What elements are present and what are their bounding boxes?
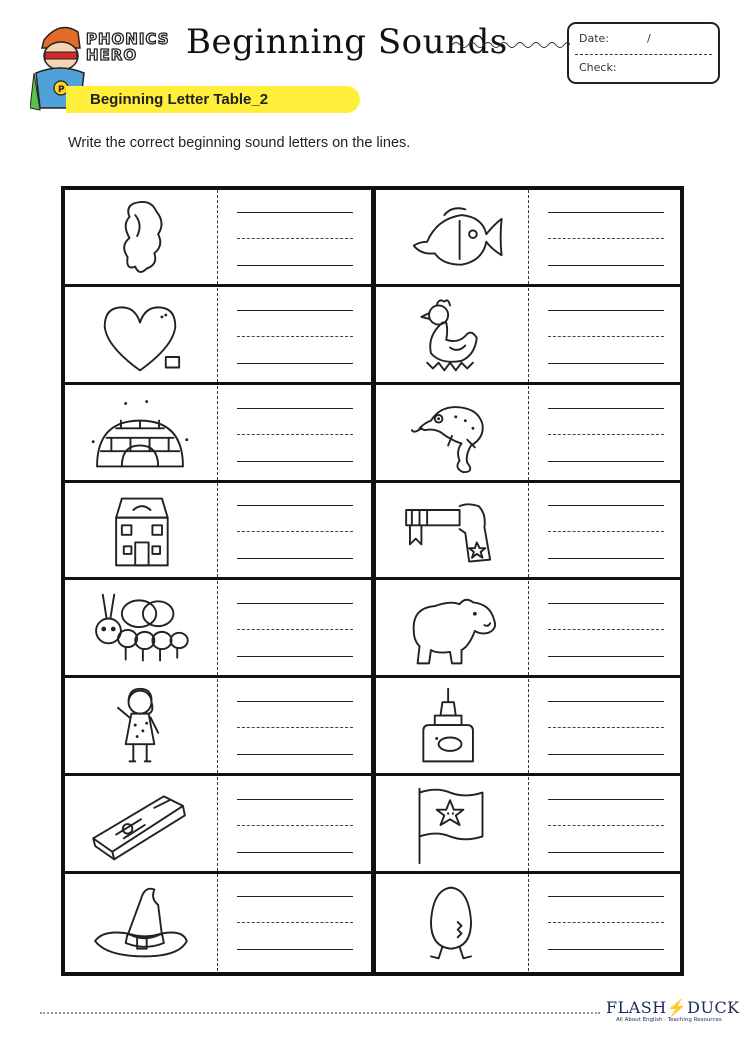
hair-icon: [85, 196, 195, 280]
egg-icon: [396, 880, 506, 964]
cell-divider: [217, 190, 218, 284]
cell-divider: [528, 190, 529, 284]
date-label: Date:: [579, 32, 609, 45]
base-writing-line[interactable]: [237, 461, 353, 462]
mid-writing-line[interactable]: [548, 629, 664, 630]
top-writing-line[interactable]: [237, 310, 353, 311]
flashduck-logo: [606, 998, 740, 1017]
right-cell: [376, 679, 680, 776]
mid-writing-line[interactable]: [548, 825, 664, 826]
right-cell: [376, 777, 680, 874]
date-check-box: [567, 22, 720, 84]
cell-divider: [217, 483, 218, 577]
house-icon: [85, 489, 195, 573]
hat-icon: [85, 880, 195, 964]
logo-part1: FLASH: [606, 998, 667, 1017]
caterpillar-icon: [85, 587, 195, 671]
fish-icon: [396, 196, 506, 280]
base-writing-line[interactable]: [548, 754, 664, 755]
mid-writing-line[interactable]: [548, 434, 664, 435]
mid-writing-line[interactable]: [237, 336, 353, 337]
base-writing-line[interactable]: [548, 656, 664, 657]
brand-hero: HERO: [86, 46, 138, 64]
logo-tagline: All About English · Teaching Resources: [616, 1017, 722, 1023]
base-writing-line[interactable]: [237, 656, 353, 657]
left-cell: [65, 874, 371, 971]
cell-divider: [217, 288, 218, 382]
left-cell: [65, 386, 371, 483]
cell-divider: [528, 483, 529, 577]
left-cell: [65, 679, 371, 776]
cell-divider: [528, 581, 529, 675]
top-writing-line[interactable]: [237, 505, 353, 506]
gun-icon: [396, 489, 506, 573]
mid-writing-line[interactable]: [237, 238, 353, 239]
top-writing-line[interactable]: [237, 799, 353, 800]
left-cell: [65, 288, 371, 385]
base-writing-line[interactable]: [237, 949, 353, 950]
base-writing-line[interactable]: [548, 265, 664, 266]
logo-part2: DUCK: [687, 998, 740, 1017]
right-cell: [376, 386, 680, 483]
right-cell: [376, 190, 680, 287]
top-writing-line[interactable]: [548, 310, 664, 311]
cell-divider: [528, 777, 529, 871]
brand-phonics: PHONICS: [86, 30, 170, 48]
top-writing-line[interactable]: [548, 408, 664, 409]
top-writing-line[interactable]: [548, 603, 664, 604]
base-writing-line[interactable]: [548, 461, 664, 462]
cell-divider: [217, 581, 218, 675]
left-cell: [65, 777, 371, 874]
girl-icon: [85, 685, 195, 769]
top-writing-line[interactable]: [548, 701, 664, 702]
right-cell: [376, 288, 680, 385]
glue-icon: [396, 685, 506, 769]
hen-icon: [396, 294, 506, 378]
mid-writing-line[interactable]: [237, 825, 353, 826]
top-writing-line[interactable]: [237, 701, 353, 702]
right-cell: [376, 874, 680, 971]
right-cell: [376, 581, 680, 678]
left-column: [65, 190, 371, 972]
base-writing-line[interactable]: [237, 265, 353, 266]
subtitle-banner: [66, 86, 360, 113]
right-cell: [376, 483, 680, 580]
base-writing-line[interactable]: [237, 754, 353, 755]
right-column: [376, 190, 680, 972]
top-writing-line[interactable]: [237, 408, 353, 409]
top-writing-line[interactable]: [548, 505, 664, 506]
mid-writing-line[interactable]: [548, 238, 664, 239]
mid-writing-line[interactable]: [237, 531, 353, 532]
svg-text:P: P: [58, 85, 65, 95]
cell-divider: [528, 288, 529, 382]
cell-divider: [528, 386, 529, 480]
chameleon-icon: [396, 392, 506, 476]
cell-divider: [217, 874, 218, 971]
cell-divider: [528, 679, 529, 773]
mid-writing-line[interactable]: [548, 531, 664, 532]
divider: [575, 54, 712, 55]
squiggle-decoration: [452, 40, 570, 50]
mid-writing-line[interactable]: [548, 727, 664, 728]
mid-writing-line[interactable]: [237, 727, 353, 728]
mid-writing-line[interactable]: [548, 336, 664, 337]
cell-divider: [217, 679, 218, 773]
cell-divider: [217, 386, 218, 480]
check-label: Check:: [579, 61, 617, 74]
top-writing-line[interactable]: [237, 896, 353, 897]
top-writing-line[interactable]: [548, 799, 664, 800]
igloo-icon: [85, 392, 195, 476]
base-writing-line[interactable]: [237, 558, 353, 559]
base-writing-line[interactable]: [548, 949, 664, 950]
top-writing-line[interactable]: [548, 212, 664, 213]
mid-writing-line[interactable]: [548, 922, 664, 923]
cell-divider: [528, 874, 529, 971]
left-cell: [65, 581, 371, 678]
instruction-text: Write the correct beginning sound letters on the lines.: [68, 135, 411, 151]
top-writing-line[interactable]: [237, 603, 353, 604]
base-writing-line[interactable]: [548, 852, 664, 853]
mid-writing-line[interactable]: [237, 629, 353, 630]
base-writing-line[interactable]: [548, 363, 664, 364]
flag-icon: [396, 783, 506, 867]
mid-writing-line[interactable]: [237, 434, 353, 435]
top-writing-line[interactable]: [237, 212, 353, 213]
page-title: Beginning Sounds: [186, 22, 508, 62]
bolt-icon: ⚡: [666, 998, 688, 1017]
base-writing-line[interactable]: [237, 363, 353, 364]
cell-divider: [217, 777, 218, 871]
top-writing-line[interactable]: [548, 896, 664, 897]
heart-icon: [85, 294, 195, 378]
mid-writing-line[interactable]: [237, 922, 353, 923]
worksheet-table: [61, 186, 684, 976]
left-cell: [65, 190, 371, 287]
date-separator: /: [647, 32, 651, 45]
left-cell: [65, 483, 371, 580]
hippo-icon: [396, 587, 506, 671]
subtitle-text: Beginning Letter Table_2: [90, 91, 269, 108]
footer-rule: [40, 1012, 600, 1014]
base-writing-line[interactable]: [237, 852, 353, 853]
gum-icon: [85, 783, 195, 867]
base-writing-line[interactable]: [548, 558, 664, 559]
